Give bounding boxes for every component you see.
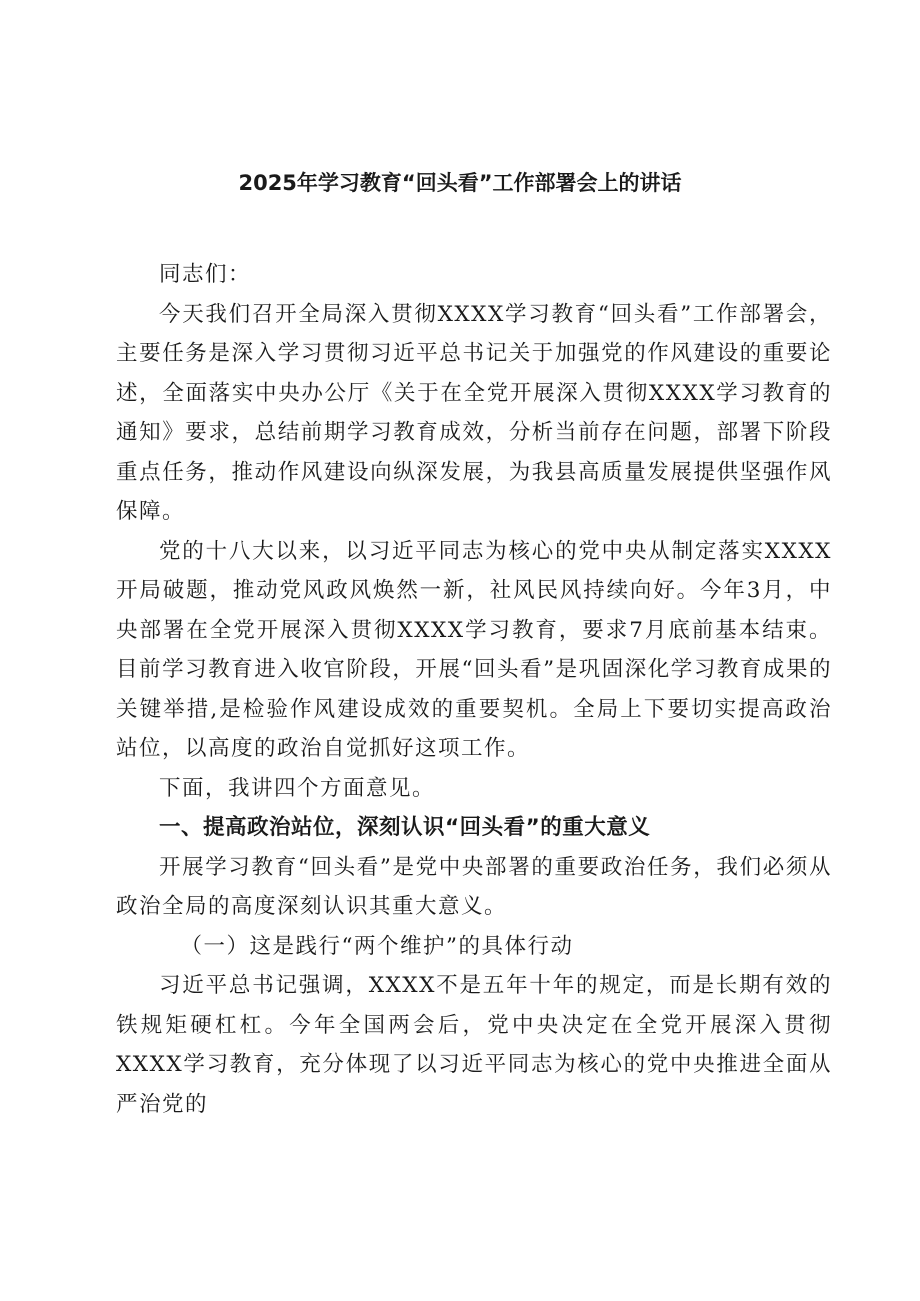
- paragraph-background: 党的十八大以来，以习近平同志为核心的党中央从制定落实XXXX开局破题，推动党风政风焕然一新，社风民风持续向好。今年3月，中央部署在全党开展深入贯彻XXXX学习教育，要求7月底前基本结束。目前学习教育进入收官阶段，开展“回头看”是巩固深化学习教育成果的关键举措,是检验作风建设成效的重要契机。全局上下要切实提高政治站位，以高度的政治自觉抓好这项工作。: [116, 538, 832, 761]
- section-heading-1: 一、提高政治站位，深刻认识“回头看”的重大意义: [159, 815, 651, 840]
- document-body: [116, 255, 832, 1124]
- salutation: 同志们：: [159, 262, 252, 287]
- paragraph-section-1-intro: 开展学习教育“回头看”是党中央部署的重要政治任务，我们必须从政治全局的高度深刻认识其重大意义。: [116, 854, 832, 919]
- subsection-heading-1-1: （一）这是践行“两个维护”的具体行动: [180, 933, 574, 959]
- document-title: 2025年学习教育“回头看”工作部署会上的讲话: [238, 171, 682, 195]
- paragraph-outline: 下面，我讲四个方面意见。: [159, 775, 436, 801]
- paragraph-intro: 今天我们召开全局深入贯彻XXXX学习教育“回头看”工作部署会，主要任务是深入学习贯彻习近平总书记关于加强党的作风建设的重要论述，全面落实中央办公厅《关于在全党开展深入贯彻XXXX学习教育的通知》要求，总结前期学习教育成效，分析当前存在问题，部署下阶段重点任务，推动作风建设向纵深发展，为我县高质量发展提供坚强作风保障。: [116, 301, 832, 524]
- paragraph-subsection-1-1: 习近平总书记强调，XXXX不是五年十年的规定，而是长期有效的铁规矩硬杠杠。今年全国两会后，党中央决定在全党开展深入贯彻XXXX学习教育，充分体现了以习近平同志为核心的党中央推进全面从严治党的: [116, 973, 832, 1117]
